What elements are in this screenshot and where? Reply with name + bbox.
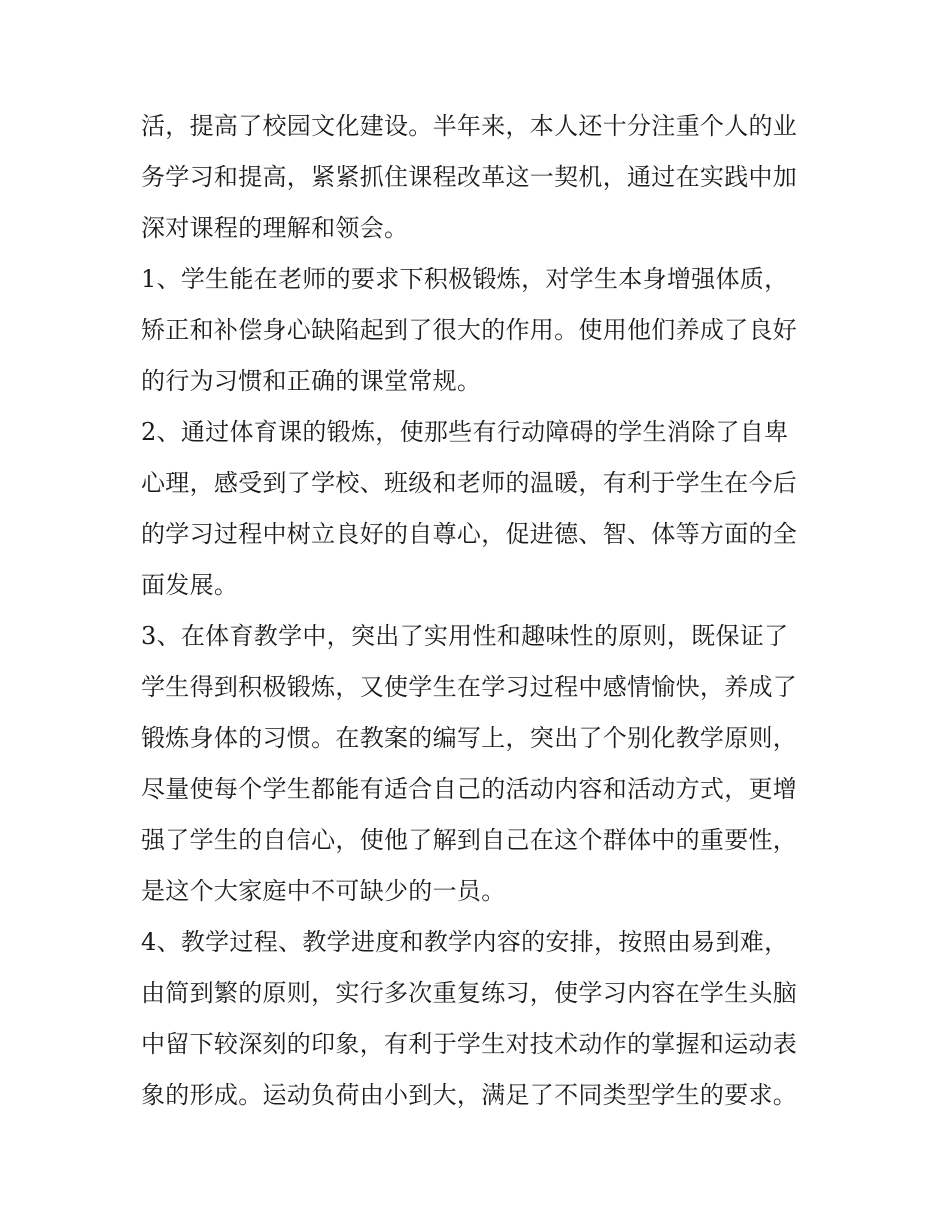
text-line: 中留下较深刻的印象，有利于学生对技术动作的掌握和运动表 bbox=[141, 1030, 798, 1058]
paragraph-item-2 bbox=[141, 407, 821, 611]
text-line: 矫正和补偿身心缺陷起到了很大的作用。使用他们养成了良好 bbox=[141, 316, 798, 344]
text-line: 锻炼身体的习惯。在教案的编写上，突出了个别化教学原则， bbox=[141, 724, 798, 752]
text-line: 学生得到积极锻炼，又使学生在学习过程中感情愉快，养成了 bbox=[141, 673, 798, 701]
text-line: 心理，感受到了学校、班级和老师的温暖，有利于学生在今后 bbox=[141, 469, 798, 497]
text-line: 3、在体育教学中，突出了实用性和趣味性的原则，既保证了 bbox=[141, 622, 789, 650]
paragraph-item-4 bbox=[141, 917, 821, 1121]
text-line: 1、学生能在老师的要求下积极锻炼，对学生本身增强体质， bbox=[141, 265, 789, 293]
text-line: 面发展。 bbox=[141, 571, 239, 599]
text-line: 深对课程的理解和领会。 bbox=[141, 214, 409, 242]
text-line: 强了学生的自信心，使他了解到自己在这个群体中的重要性， bbox=[141, 826, 798, 854]
document-body bbox=[141, 101, 821, 1121]
text-line: 象的形成。运动负荷由小到大，满足了不同类型学生的要求。 bbox=[141, 1081, 798, 1109]
text-line: 务学习和提高，紧紧抓住课程改革这一契机，通过在实践中加 bbox=[141, 163, 798, 191]
paragraph-item-3 bbox=[141, 611, 821, 917]
text-line: 尽量使每个学生都能有适合自己的活动内容和活动方式，更增 bbox=[141, 775, 798, 803]
text-line: 活，提高了校园文化建设。半年来，本人还十分注重个人的业 bbox=[141, 112, 798, 140]
paragraph-intro-continuation bbox=[141, 101, 821, 254]
text-line: 2、通过体育课的锻炼，使那些有行动障碍的学生消除了自卑 bbox=[141, 418, 789, 446]
paragraph-item-1 bbox=[141, 254, 821, 407]
text-line: 由简到繁的原则，实行多次重复练习，使学习内容在学生头脑 bbox=[141, 979, 798, 1007]
text-line: 4、教学过程、教学进度和教学内容的安排，按照由易到难， bbox=[141, 928, 789, 956]
text-line: 是这个大家庭中不可缺少的一员。 bbox=[141, 877, 506, 905]
text-line: 的学习过程中树立良好的自尊心，促进德、智、体等方面的全 bbox=[141, 520, 798, 548]
text-line: 的行为习惯和正确的课堂常规。 bbox=[141, 367, 482, 395]
